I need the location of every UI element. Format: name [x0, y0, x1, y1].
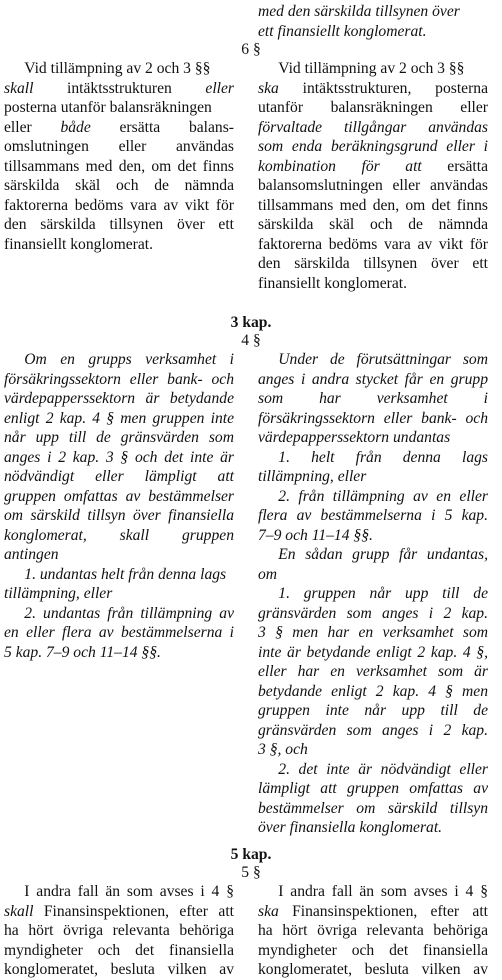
text-line: förvaltade tillgångar användas: [258, 118, 488, 136]
text-line: En sådan grupp får undantas,: [278, 546, 488, 563]
text-line: Vid tillämpning av 2 och 3 §§: [24, 60, 211, 77]
text-line: gruppen omfattas av bestämmelser: [4, 487, 234, 505]
text-line: den särskilda tillsynen över ett: [4, 216, 234, 233]
text-line: som har verksamhet i: [258, 390, 488, 407]
text-line: anges i 2 kap. 3 § och det inte är: [4, 448, 234, 466]
text-line: tillämpning, eller: [4, 585, 113, 602]
text-line: faktorerna bedöms vara av vikt för: [258, 235, 488, 253]
text-line: försäkringssektorn eller bank- och: [258, 409, 488, 427]
text-line: I andra fall än som avses i 4 §: [24, 883, 234, 900]
text-line: når upp till de gränsvärden som: [4, 429, 234, 446]
left-section-6: [4, 59, 234, 254]
text-line: 2. från tillämpning av en eller: [278, 487, 488, 505]
text-line: omslutningen eller användas: [4, 138, 234, 155]
text-line: konglomerat, skall gruppen: [4, 526, 234, 544]
text-line: konglomeratet, besluta vilken av: [4, 961, 234, 978]
section-heading-5: 5 §: [241, 864, 261, 881]
text-line: den särskilda tillsynen över ett: [258, 255, 488, 272]
text-line: skall Finansinspektionen, efter att: [4, 902, 234, 920]
text-line: balansomslutningen eller användas: [258, 177, 488, 194]
right-chapter-3: [258, 350, 488, 838]
text-line: tillämpning, eller: [258, 468, 367, 485]
text-line: gruppen inte når upp till de: [258, 702, 488, 719]
text-line: om särskild tillsyn över finansiella: [4, 507, 234, 524]
text-line: ha hört övriga relevanta behöriga: [258, 922, 488, 939]
text-line: enligt 2 kap. 4 § men gruppen inte: [4, 409, 234, 427]
text-line: särskilda skäl och de nämnda: [4, 177, 234, 194]
text-line: gränsvärden som anges i 2 kap.: [258, 721, 488, 739]
text-line: Vid tillämpning av 2 och 3 §§: [278, 60, 465, 77]
text-line: 3 §, och: [258, 741, 308, 758]
text-line: ska intäktsstrukturen, posterna: [258, 79, 488, 97]
right-chapter-5: [258, 882, 488, 980]
text-line: antingen: [4, 546, 59, 563]
text-line: 1. gruppen når upp till de: [278, 585, 488, 602]
text-line: eller både ersätta balans-: [4, 118, 234, 136]
text-line: en eller flera av bestämmelserna i: [4, 624, 234, 641]
text-line: konglomeratet, besluta vilken av: [258, 961, 488, 978]
text-line: kombination för att ersätta: [258, 157, 488, 175]
text-line: ett finansiellt konglomerat.: [258, 22, 427, 40]
text-line: eller har en verksamhet som är: [258, 663, 488, 680]
left-chapter-5: [4, 882, 234, 980]
right-top-continuation: [258, 2, 488, 41]
text-line: ha hört övriga relevanta behöriga: [4, 922, 234, 939]
text-line: 7–9 och 11–14 §§.: [258, 526, 373, 544]
text-line: skall intäktsstrukturen eller: [4, 79, 234, 97]
text-line: anges i andra stycket får en grupp: [258, 370, 488, 388]
text-line: 5 kap. 7–9 och 11–14 §§.: [4, 643, 161, 661]
text-line: Om en grupps verksamhet i: [24, 351, 234, 368]
text-line: 2. det inte är nödvändigt eller: [278, 760, 488, 778]
right-section-6: [258, 59, 488, 293]
chapter-heading-5: 5 kap.: [230, 846, 272, 863]
chapter-heading-3: 3 kap.: [230, 314, 272, 331]
text-line: 1. undantas helt från denna lags: [24, 565, 227, 583]
text-line: över finansiella konglomerat.: [258, 819, 443, 836]
text-line: bestämmelser om särskild tillsyn: [258, 799, 488, 817]
text-line: faktorerna bedöms vara av vikt för: [4, 196, 234, 214]
text-line: inte är betydande enligt 2 kap. 4 §,: [258, 643, 488, 661]
text-line: om: [258, 565, 278, 583]
section-heading-6: 6 §: [241, 41, 261, 58]
text-line: I andra fall än som avses i 4 §: [278, 883, 488, 900]
text-line: posterna utanför balansräkningen: [4, 99, 212, 116]
text-line: gränsvärden som anges i 2 kap.: [258, 604, 488, 622]
text-line: myndigheter och det finansiella: [4, 941, 234, 959]
text-line: särskilda skäl och de nämnda: [258, 216, 488, 233]
left-chapter-3: [4, 350, 234, 662]
text-line: värdepapperssektorn är betydande: [4, 390, 234, 407]
text-line: med den särskilda tillsynen över: [258, 3, 460, 20]
text-line: som enda beräkningsgrund eller i: [258, 138, 488, 155]
text-line: tillsammans med den, om det finns: [4, 157, 234, 175]
text-line: tillsammans med den, om det finns: [258, 196, 488, 214]
text-line: 1. helt från denna lags: [278, 448, 488, 466]
text-line: ska Finansinspektionen, efter att: [258, 902, 488, 920]
text-line: Under de förutsättningar som: [278, 351, 488, 368]
text-line: finansiellt konglomerat.: [258, 274, 407, 292]
text-line: finansiellt konglomerat.: [4, 235, 153, 253]
text-line: värdepapperssektorn undantas: [258, 429, 451, 446]
text-line: försäkringssektorn eller bank- och: [4, 370, 234, 388]
text-line: lämpligt att gruppen omfattas av: [258, 780, 488, 797]
text-line: myndigheter och det finansiella: [258, 941, 488, 959]
text-line: nödvändigt eller lämpligt att: [4, 468, 234, 485]
text-line: utanför balansräkningen eller: [258, 99, 488, 116]
text-line: betydande enligt 2 kap. 4 § men: [258, 682, 488, 700]
section-heading-4: 4 §: [241, 332, 261, 349]
text-line: 3 § men har en verksamhet som: [258, 624, 488, 641]
text-line: flera av bestämmelserna i 5 kap.: [258, 507, 488, 524]
text-line: 2. undantas från tillämpning av: [24, 604, 234, 622]
